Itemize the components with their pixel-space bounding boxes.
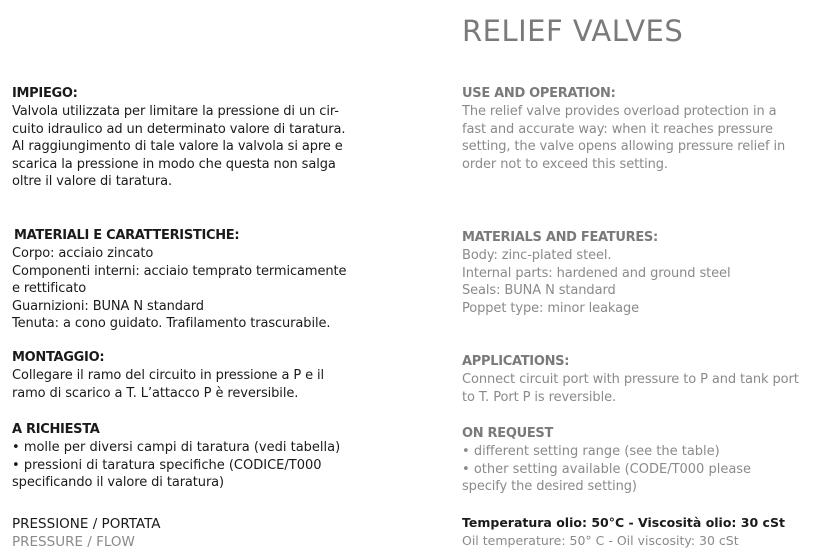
- applications-heading: APPLICATIONS:: [462, 354, 570, 369]
- richiesta-heading: A RICHIESTA: [12, 422, 100, 437]
- materiali-line: Componenti interni: acciaio temprato termicamente: [12, 263, 347, 279]
- materials-line: Internal parts: hardened and ground steel: [462, 265, 731, 281]
- impiego-line: oltre il valore di taratura.: [12, 174, 172, 189]
- impiego-line: cuito idraulico ad un determinato valore di taratura.: [12, 121, 346, 137]
- italian-column: [12, 0, 412, 555]
- left-footer: [12, 515, 412, 551]
- page-title: RELIEF VALVES: [462, 14, 684, 48]
- materiali-line: Guarnizioni: BUNA N standard: [12, 298, 204, 314]
- impiego-line: Al raggiungimento di tale valore la valvola si apre e: [12, 139, 343, 154]
- use-section: [462, 85, 812, 173]
- use-line: fast and accurate way: when it reaches pressure: [462, 121, 773, 137]
- richiesta-list: [12, 439, 412, 474]
- materiali-heading: MATERIALI E CARATTERISTICHE:: [14, 228, 240, 243]
- use-heading: USE AND OPERATION:: [462, 86, 616, 101]
- montaggio-line: Collegare il ramo del circuito in pressione a P e il: [12, 368, 325, 383]
- montaggio-line: ramo di scarico a T. L’attacco P è reversibile.: [12, 385, 299, 401]
- montaggio-heading: MONTAGGIO:: [12, 350, 105, 365]
- request-cont: specify the desired setting): [462, 479, 637, 494]
- list-item: • different setting range (see the table): [462, 443, 812, 461]
- use-line: order not to exceed this setting.: [462, 156, 668, 172]
- oil-temperature-label: Oil temperature: 50° C - Oil viscosity: 30 cSt: [462, 533, 739, 548]
- list-item: • other setting available (CODE/T000 please: [462, 461, 812, 479]
- materials-heading: MATERIALS AND FEATURES:: [462, 230, 658, 245]
- materials-line: Seals: BUNA N standard: [462, 283, 616, 298]
- impiego-line: Valvola utilizzata per limitare la pressione di un cir-: [12, 104, 339, 119]
- montaggio-section: [12, 349, 412, 402]
- applications-line: Connect circuit port with pressure to P and tank port: [462, 372, 799, 387]
- use-line: setting, the valve opens allowing pressure relief in: [462, 139, 786, 154]
- right-footer: [462, 514, 812, 550]
- impiego-section: [12, 85, 412, 191]
- use-line: The relief valve provides overload protection in a: [462, 104, 777, 119]
- materials-section: [462, 229, 812, 317]
- richiesta-section: [12, 421, 412, 492]
- list-item: • molle per diversi campi di taratura (vedi tabella): [12, 439, 412, 457]
- request-heading: ON REQUEST: [462, 426, 554, 441]
- materials-line: Poppet type: minor leakage: [462, 300, 640, 316]
- applications-line: to T. Port P is reversible.: [462, 389, 617, 405]
- materiali-section: [12, 227, 412, 333]
- pressione-portata-label: PRESSIONE / PORTATA: [12, 516, 161, 532]
- materiali-line: Tenuta: a cono guidato. Trafilamento trascurabile.: [12, 316, 331, 331]
- request-list: [462, 443, 812, 478]
- materials-line: Body: zinc-plated steel.: [462, 248, 612, 263]
- impiego-heading: IMPIEGO:: [12, 86, 78, 101]
- pressure-flow-label: PRESSURE / FLOW: [12, 534, 135, 550]
- applications-section: [462, 353, 812, 406]
- temperatura-olio-label: Temperatura olio: 50°C - Viscosità olio: 30 cSt: [462, 515, 785, 530]
- list-item: • pressioni di taratura specifiche (CODICE/T000: [12, 457, 412, 475]
- request-section: [462, 425, 812, 496]
- english-column: [462, 0, 812, 555]
- impiego-line: scarica la pressione in modo che questa non salga: [12, 156, 336, 172]
- richiesta-cont: specificando il valore di taratura): [12, 475, 225, 490]
- materiali-line: e rettificato: [12, 281, 87, 296]
- materiali-line: Corpo: acciaio zincato: [12, 246, 154, 261]
